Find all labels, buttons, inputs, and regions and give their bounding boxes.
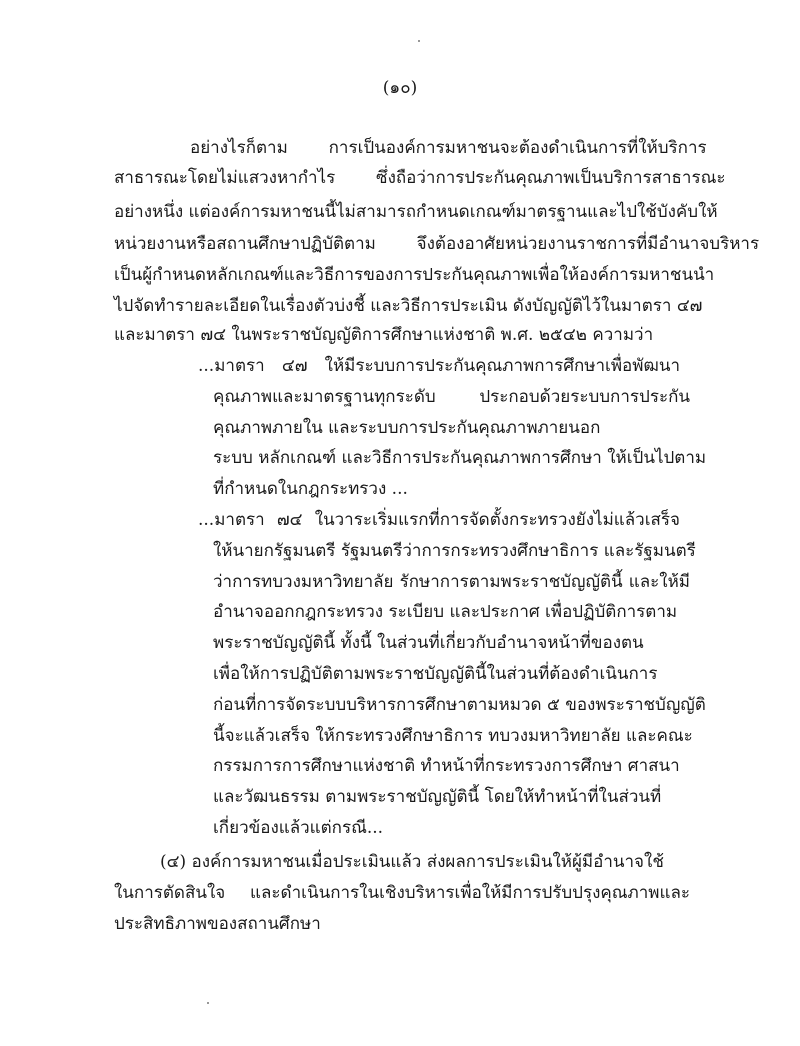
scan-speck bbox=[418, 40, 420, 42]
quote-line: ที่กำหนดในกฎกระทรวง ... bbox=[213, 479, 408, 499]
paragraph-line: และมาตรา ๗๔ ในพระราชบัญญัติการศึกษาแห่งชาติ พ.ศ. ๒๕๔๒ ความว่า bbox=[114, 325, 654, 345]
paragraph-line: (๔) องค์การมหาชนเมื่อประเมินแล้ว ส่งผลการประเมินให้ผู้มีอำนาจใช้ bbox=[160, 852, 664, 872]
paragraph-line bbox=[114, 232, 760, 256]
paragraph-line: อย่างหนึ่ง แต่องค์การมหาชนนี้ไม่สามารถกำหนดเกณฑ์มาตรฐานและไปใช้บังคับให้ bbox=[114, 202, 718, 222]
paragraph-line: เป็นผู้กำหนดหลักเกณฑ์และวิธีการของการประกันคุณภาพเพื่อให้องค์การมหาชนนำ bbox=[114, 265, 715, 285]
quote-line: ว่าการทบวงมหาวิทยาลัย รักษาการตามพระราชบัญญัตินี้ และให้มี bbox=[213, 572, 690, 592]
text-segment: หน่วยงานหรือสถานศึกษาปฏิบัติตาม bbox=[114, 234, 376, 254]
quote-line: คุณภาพภายใน และระบบการประกันคุณภาพภายนอก bbox=[213, 418, 601, 438]
quote-line: และวัฒนธรรม ตามพระราชบัญญัตินี้ โดยให้ทำหน้าที่ในส่วนที่ bbox=[213, 787, 662, 807]
page-number: (๑๐) bbox=[382, 78, 418, 98]
quote-line: พระราชบัญญัตินี้ ทั้งนี้ ในส่วนที่เกี่ยวกับอำนาจหน้าที่ของตน bbox=[213, 633, 644, 653]
paragraph-line: ในการตัดสินใจ และดำเนินการในเชิงบริหารเพื่อให้มีการปรับปรุงคุณภาพและ bbox=[114, 883, 690, 903]
quote-line: นี้จะแล้วเสร็จ ให้กระทรวงศึกษาธิการ ทบวงมหาวิทยาลัย และคณะ bbox=[213, 726, 693, 746]
text-segment: จึงต้องอาศัยหน่วยงานราชการที่มีอำนาจบริหาร bbox=[416, 234, 760, 254]
quote-line: ก่อนที่การจัดระบบบริหารการศึกษาตามหมวด ๕ ของพระราชบัญญัติ bbox=[213, 695, 706, 715]
quote-line: ให้นายกรัฐมนตรี รัฐมนตรีว่าการกระทรวงศึกษาธิการ และรัฐมนตรี bbox=[213, 541, 696, 561]
quote-line: ระบบ หลักเกณฑ์ และวิธีการประกันคุณภาพการศึกษา ให้เป็นไปตาม bbox=[213, 448, 707, 468]
quote-line: อำนาจออกกฎกระทรวง ระเบียบ และประกาศ เพื่อปฏิบัติการตาม bbox=[213, 602, 678, 622]
quote-line: เพื่อให้การปฏิบัติตามพระราชบัญญัตินี้ในส่วนที่ต้องดำเนินการ bbox=[213, 664, 658, 684]
text-segment: สาธารณะโดยไม่แสวงหากำไร bbox=[114, 168, 336, 188]
text-segment: อย่างไรก็ตาม bbox=[190, 138, 288, 158]
quote-line: ...มาตรา ๔๗ ให้มีระบบการประกันคุณภาพการศึกษาเพื่อพัฒนา bbox=[198, 356, 680, 376]
text-segment: การเป็นองค์การมหาชนจะต้องดำเนินการที่ให้บริการ bbox=[328, 138, 707, 158]
paragraph-line bbox=[114, 166, 726, 190]
paragraph-line bbox=[190, 136, 707, 160]
text-segment: ซึ่งถือว่าการประกันคุณภาพเป็นบริการสาธารณะ bbox=[376, 168, 726, 188]
quote-line: คุณภาพและมาตรฐานทุกระดับ ประกอบด้วยระบบการประกัน bbox=[213, 387, 690, 407]
quote-line: ...มาตรา ๗๔ ในวาระเริ่มแรกที่การจัดตั้งกระทรวงยังไม่แล้วเสร็จ bbox=[198, 510, 680, 530]
scan-speck bbox=[207, 1002, 209, 1004]
paragraph-line: ประสิทธิภาพของสถานศึกษา bbox=[114, 914, 321, 934]
quote-line: กรรมการการศึกษาแห่งชาติ ทำหน้าที่กระทรวงการศึกษา ศาสนา bbox=[213, 756, 680, 776]
paragraph-line: ไปจัดทำรายละเอียดในเรื่องตัวบ่งชี้ และวิธีการประเมิน ดังบัญญัติไว้ในมาตรา ๔๗ bbox=[114, 296, 703, 316]
quote-line: เกี่ยวข้องแล้วแต่กรณี... bbox=[213, 818, 384, 838]
